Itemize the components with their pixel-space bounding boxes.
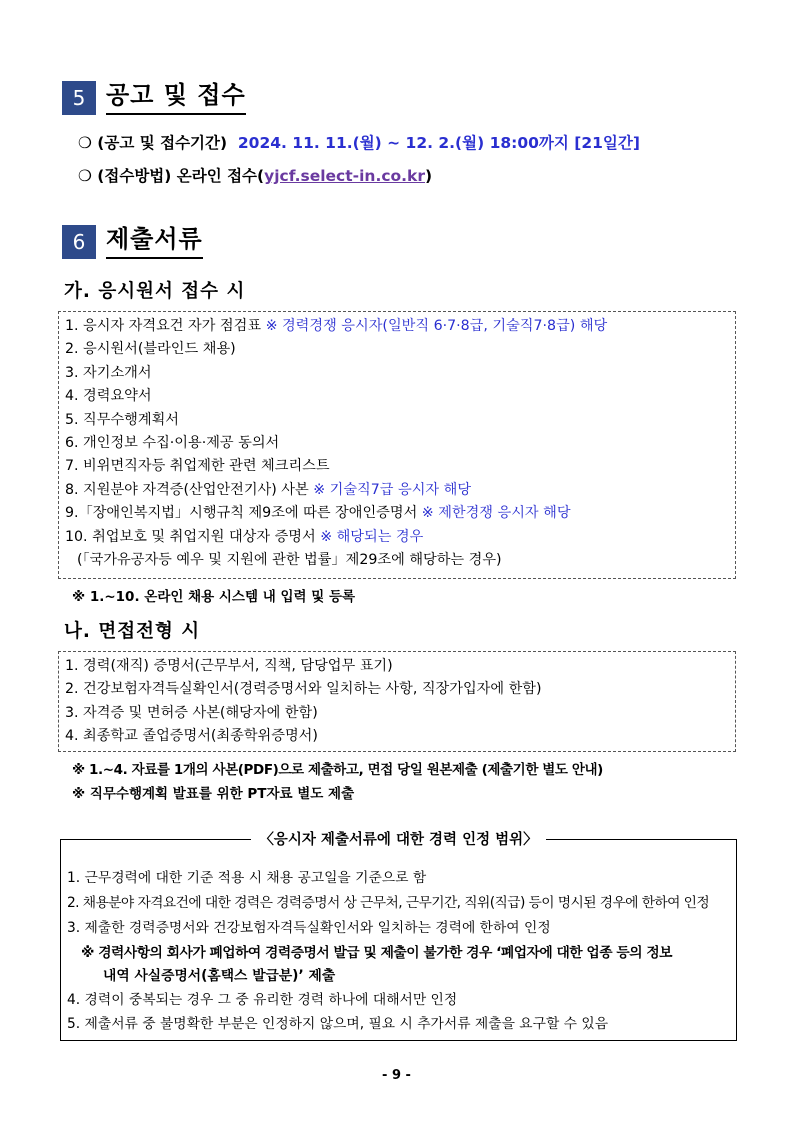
section-6-number: 6 xyxy=(62,225,96,259)
career-rule-row: 2. 채용분야 자격요건에 대한 경력은 경력증명서 상 근무처, 근무기간, 직위(직급) 등이 명시된 경우에 한하여 인정 xyxy=(67,895,710,911)
bullet-icon: ❍ xyxy=(78,167,98,185)
career-recognition-box xyxy=(60,832,737,1041)
online-entry-note: ※ 1.~10. 온라인 채용 시스템 내 입력 및 등록 xyxy=(72,589,356,605)
career-rule-row: 1. 근무경력에 대한 기준 적용 시 채용 공고일을 기준으로 함 xyxy=(67,870,427,886)
list-item: 4. 최종학교 졸업증명서(최종학위증명서) xyxy=(65,728,318,745)
list-item: 2. 건강보험자격득실확인서(경력증명서와 일치하는 사항, 직장가입자에 한함) xyxy=(65,681,542,698)
paren-close: ) xyxy=(425,167,433,185)
application-method-label: (접수방법) 온라인 접수( xyxy=(97,167,265,185)
pdf-submission-note: ※ 1.~4. 자료를 1개의 사본(PDF)으로 제출하고, 면접 당일 원본제출 (제출기한 별도 안내) xyxy=(72,762,603,778)
section-5-number: 5 xyxy=(62,81,96,115)
list-item: 1. 응시자 자격요건 자가 점검표 ※ 경력경쟁 응시자(일반직 6·7·8급, 기술직7·8급) 해당 xyxy=(65,318,608,334)
pt-material-note: ※ 직무수행계획 발표를 위한 PT자료 별도 제출 xyxy=(72,786,355,802)
career-rule-row: 3. 제출한 경력증명서와 건강보험자격득실확인서와 일치하는 경력에 한하여 인정 xyxy=(67,920,551,936)
list-item: 3. 자격증 및 면허증 사본(해당자에 한함) xyxy=(65,704,318,721)
subsection-b-title: 나. 면접전형 시 xyxy=(64,621,201,642)
page-number: - 9 - xyxy=(382,1068,411,1083)
list-item: 1. 경력(재직) 증명서(근무부서, 직책, 담당업무 표기) xyxy=(65,658,393,674)
list-item: 4. 경력요약서 xyxy=(65,388,152,405)
interview-documents-box xyxy=(58,651,736,752)
career-box-title: 〈응시자 제출서류에 대한 경력 인정 범위〉 xyxy=(251,832,545,848)
list-item: 6. 개인정보 수집·이용·제공 동의서 xyxy=(65,435,280,452)
list-item: 7. 비위면직자등 취업제한 관련 체크리스트 xyxy=(65,458,330,475)
career-rule-row: 5. 제출서류 중 불명확한 부분은 인정하지 않으며, 필요 시 추가서류 제출을 요구할 수 있음 xyxy=(67,1016,609,1032)
notice-period-line xyxy=(78,133,640,153)
bullet-icon: ❍ xyxy=(78,134,98,152)
notice-period-value: 2024. 11. 11.(월) ~ 12. 2.(월) 18:00까지 [21일간] xyxy=(237,134,640,152)
career-rule-note-cont: 내역 사실증명서(홈택스 발급분)’ 제출 xyxy=(103,968,336,984)
application-documents-box xyxy=(58,311,736,579)
notice-period-label: (공고 및 접수기간) xyxy=(97,134,228,152)
application-method-line xyxy=(78,166,432,186)
career-rule-note: ※ 경력사항의 회사가 폐업하여 경력증명서 발급 및 제출이 불가한 경우 ‘폐업자에 대한 업종 등의 정보 xyxy=(81,945,673,961)
list-item: 8. 지원분야 자격증(산업안전기사) 사본 ※ 기술직7급 응시자 해당 xyxy=(65,481,472,498)
list-item: 3. 자기소개서 xyxy=(65,364,152,381)
section-6-title: 제출서류 xyxy=(106,224,203,259)
list-item: 9.「장애인복지법」시행규칙 제9조에 따른 장애인증명서 ※ 제한경쟁 응시자 해당 xyxy=(65,505,571,522)
application-site-link[interactable]: yjcf.select-in.co.kr xyxy=(264,167,426,185)
subsection-a-title: 가. 응시원서 접수 시 xyxy=(64,281,246,302)
career-rule-row: 4. 경력이 중복되는 경우 그 중 유리한 경력 하나에 대해서만 인정 xyxy=(67,992,458,1008)
section-5-title: 공고 및 접수 xyxy=(106,80,246,115)
list-item: 5. 직무수행계획서 xyxy=(65,411,179,428)
list-item: (「국가유공자등 예우 및 지원에 관한 법률」제29조에 해당하는 경우) xyxy=(77,552,502,569)
list-item: 10. 취업보호 및 취업지원 대상자 증명서 ※ 해당되는 경우 xyxy=(65,528,424,545)
list-item: 2. 응시원서(블라인드 채용) xyxy=(65,341,236,358)
career-box-title-wrap xyxy=(61,829,736,850)
